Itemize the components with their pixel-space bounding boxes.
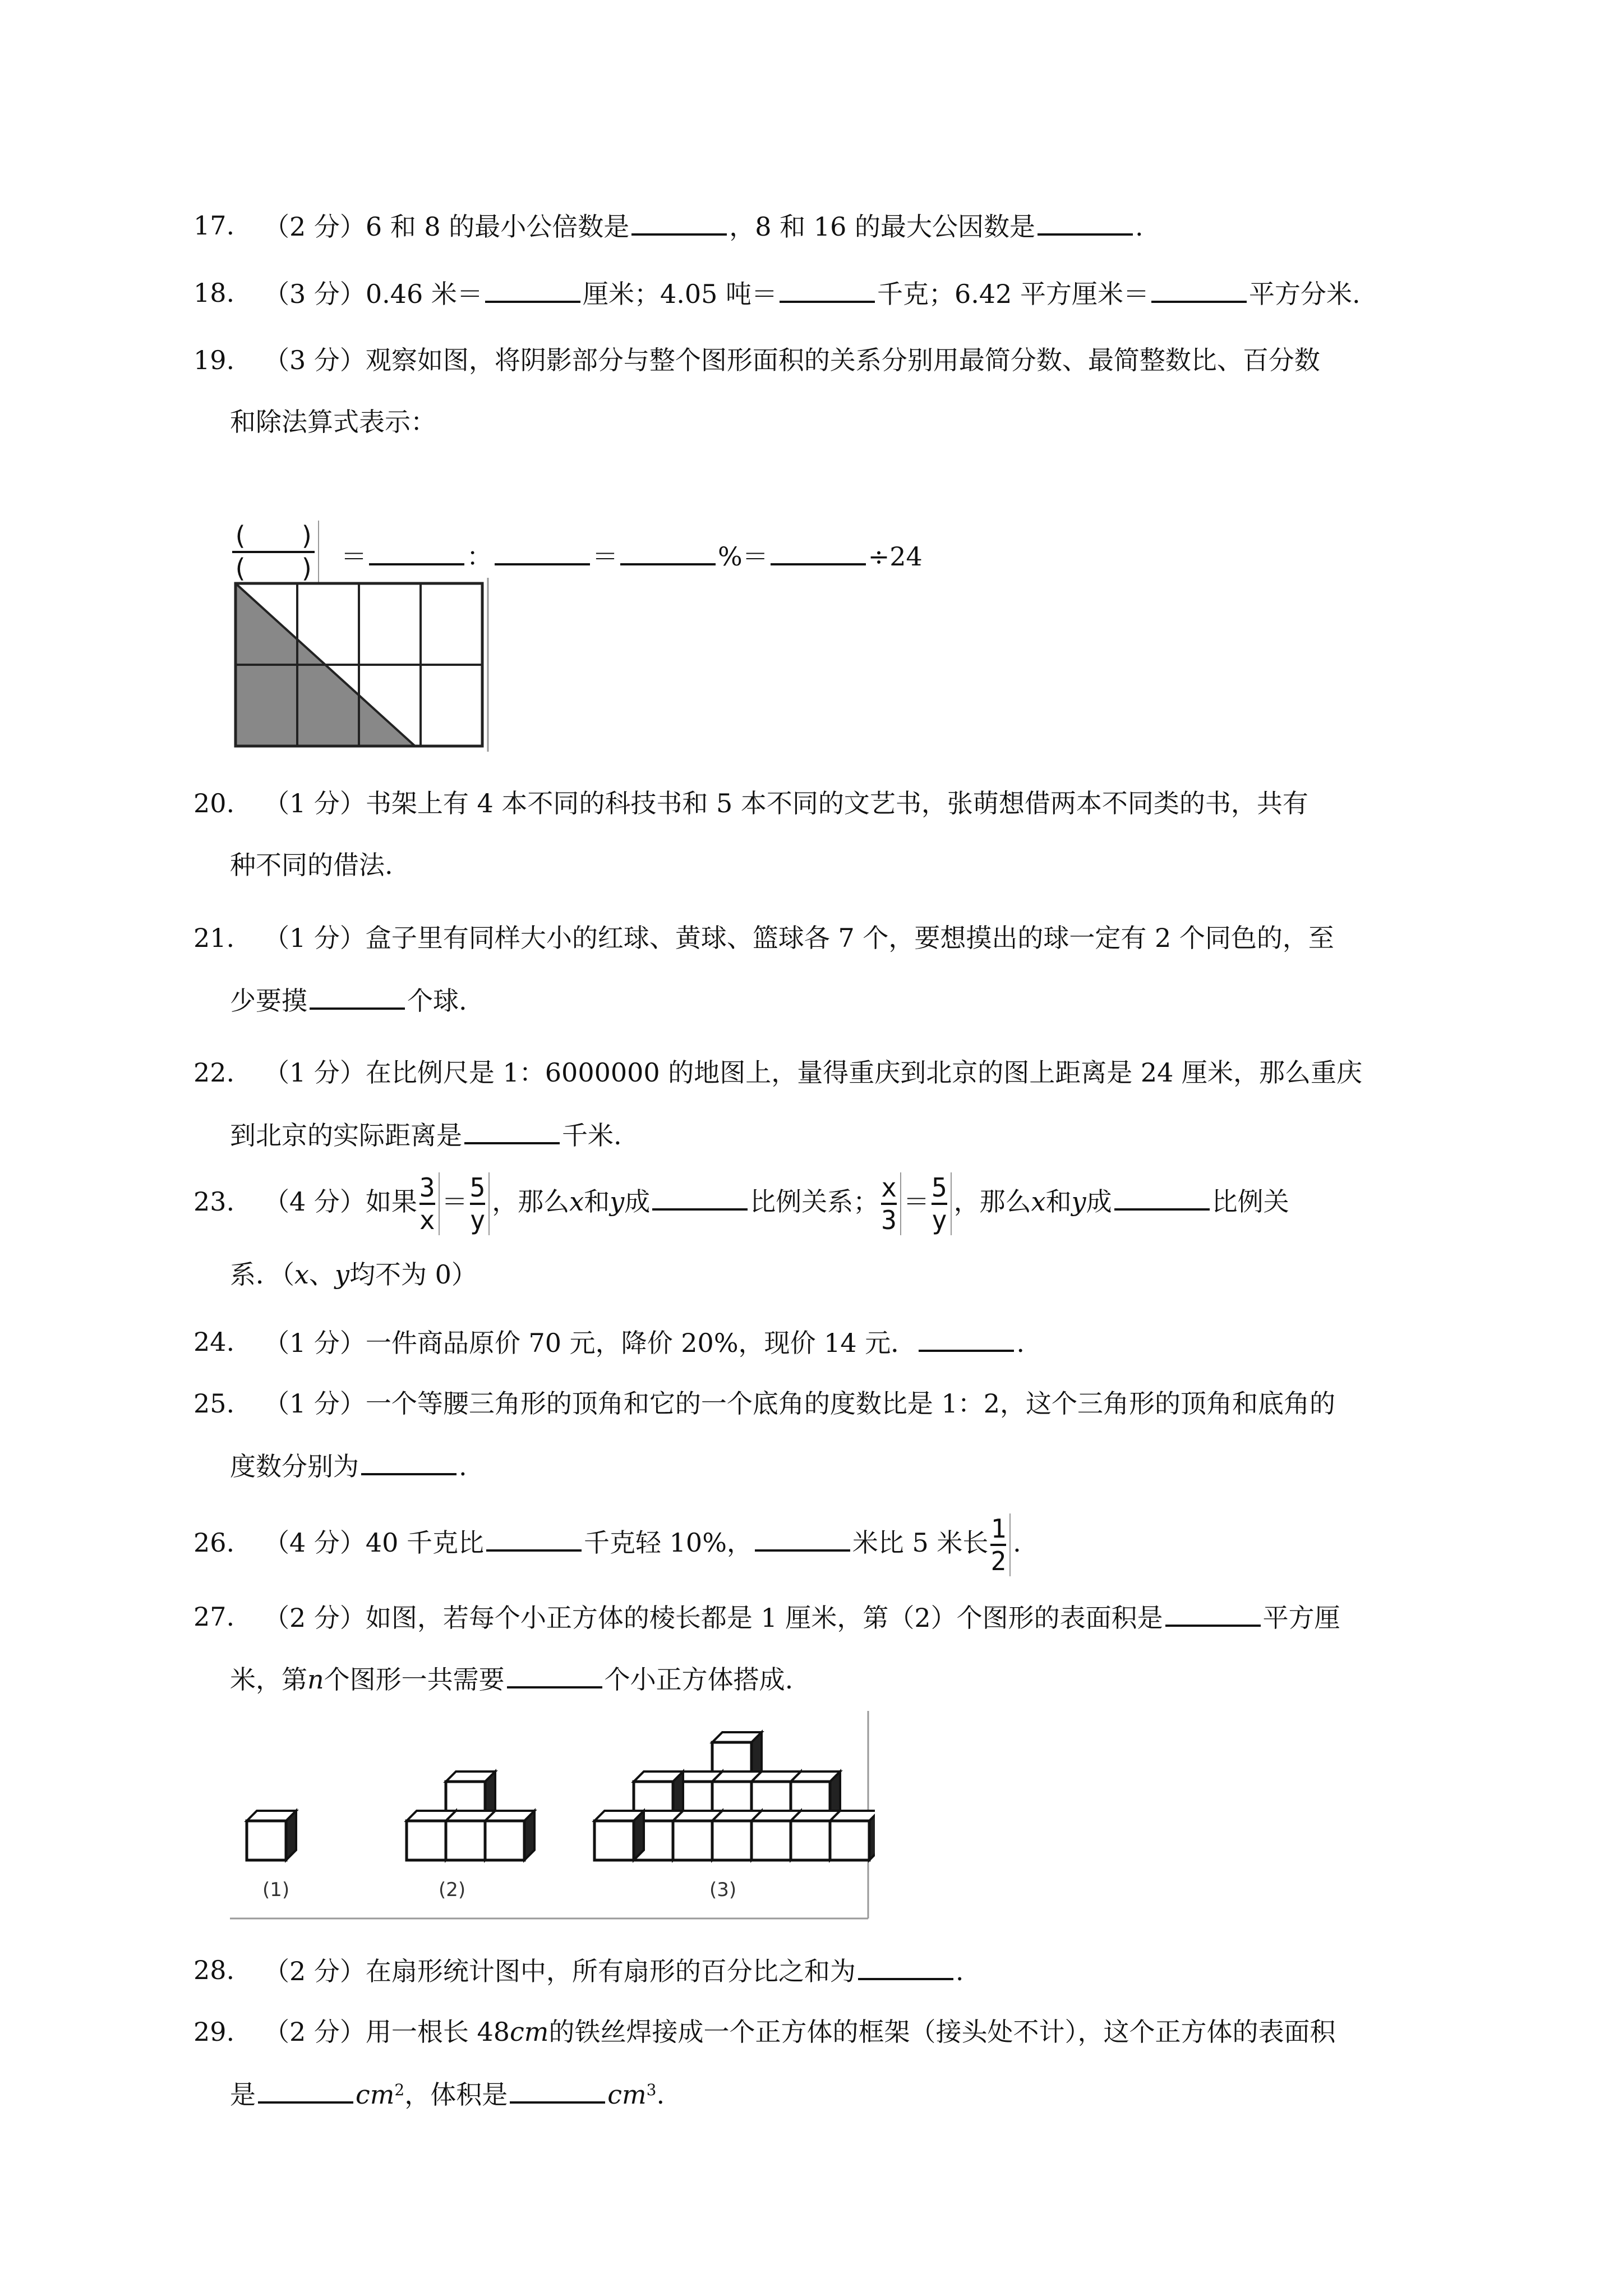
fraction: $\frac{5}{y}$ xyxy=(470,1172,490,1235)
cube xyxy=(247,1811,296,1860)
cube-figure-2 xyxy=(407,1772,534,1860)
answer-blank[interactable] xyxy=(361,1448,457,1475)
question-score: （4 分） xyxy=(264,1186,366,1217)
question-text: 一个等腰三角形的顶角和它的一个底角的度数比是 1：2，这个三角形的顶角和底角的 xyxy=(365,1388,1336,1419)
figure-label: (2) xyxy=(439,1879,466,1901)
question-text: 和除法算式表示： xyxy=(230,407,436,437)
question-text: 盒子里有同样大小的红球、黄球、篮球各 7 个，要想摸出的球一定有 2 个同色的，至 xyxy=(365,923,1334,953)
answer-blank[interactable] xyxy=(495,539,590,565)
figure-label: (1) xyxy=(262,1879,290,1901)
question-score: （1 分） xyxy=(264,1328,366,1358)
question-number: 21. xyxy=(193,923,235,953)
question-number: 18. xyxy=(193,278,235,308)
answer-blank[interactable] xyxy=(1151,276,1247,303)
fraction: $\frac{1}{2}$ xyxy=(990,1513,1011,1576)
answer-blank[interactable] xyxy=(510,2077,605,2104)
question-text: 书架上有 4 本不同的科技书和 5 本不同的文艺书，张萌想借两本不同类的书，共有 xyxy=(365,788,1308,818)
question-number: 17. xyxy=(193,210,235,241)
answer-blank[interactable] xyxy=(652,1184,748,1211)
answer-blank[interactable] xyxy=(771,539,866,565)
question-text: 0.46 米＝ xyxy=(365,279,483,309)
question-score: （1 分） xyxy=(264,1057,366,1088)
answer-blank[interactable] xyxy=(1038,209,1133,236)
question-text: 平方分米. xyxy=(1249,279,1361,309)
question-text: 厘米；4.05 吨＝ xyxy=(582,279,777,309)
answer-blank[interactable] xyxy=(464,1117,560,1144)
question-text: 种不同的借法. xyxy=(230,850,393,880)
cube-stack-figure xyxy=(230,1711,875,1924)
question-number: 25. xyxy=(193,1388,235,1419)
cube-figure-3 xyxy=(594,1732,875,1860)
answer-blank[interactable] xyxy=(755,1525,850,1552)
question-text: ，8 和 16 的最大公因数是 xyxy=(729,211,1035,242)
question-number: 23. xyxy=(193,1186,235,1217)
answer-blank[interactable] xyxy=(258,2077,353,2104)
question-text: 在比例尺是 1：6000000 的地图上，量得重庆到北京的图上距离是 24 厘米，那么重庆 xyxy=(365,1057,1363,1088)
question-number: 27. xyxy=(193,1602,235,1632)
question-number: 28. xyxy=(193,1955,235,1985)
question-text: 观察如图，将阴影部分与整个图形面积的关系分别用最简分数、最简整数比、百分数 xyxy=(365,345,1320,375)
question-number: 20. xyxy=(193,788,235,818)
shaded-rectangle-figure xyxy=(230,578,494,757)
figure-label: (3) xyxy=(709,1879,737,1901)
answer-blank[interactable] xyxy=(858,1953,953,1980)
answer-blank[interactable] xyxy=(369,539,464,565)
question-score: （3 分） xyxy=(264,279,366,309)
answer-blank[interactable] xyxy=(1114,1184,1210,1211)
fraction: $\frac{x}{3}$ xyxy=(881,1172,901,1235)
question-score: （1 分） xyxy=(264,923,366,953)
answer-blank[interactable] xyxy=(1165,1600,1261,1627)
question-score: （1 分） xyxy=(264,788,366,818)
question-score: （2 分） xyxy=(264,1603,366,1633)
answer-blank[interactable] xyxy=(620,539,716,565)
question-score: （2 分） xyxy=(264,2017,366,2047)
question-text: 千克；6.42 平方厘米＝ xyxy=(877,279,1150,309)
fraction: $\frac{5}{y}$ xyxy=(932,1172,952,1235)
question-number: 26. xyxy=(193,1527,235,1558)
question-number: 19. xyxy=(193,345,235,375)
answer-blank[interactable] xyxy=(919,1325,1014,1352)
answer-blank[interactable] xyxy=(780,276,875,303)
question-number: 24. xyxy=(193,1327,235,1357)
answer-blank[interactable] xyxy=(485,276,580,303)
question-number: 22. xyxy=(193,1057,235,1088)
fraction: $\frac{3}{x}$ xyxy=(419,1172,440,1235)
question-text: 一件商品原价 70 元，降价 20%，现价 14 元． xyxy=(365,1328,917,1358)
question-score: （4 分） xyxy=(264,1527,366,1558)
answer-blank[interactable] xyxy=(486,1525,582,1552)
question-text: 6 和 8 的最小公倍数是 xyxy=(365,211,630,242)
question-number: 29. xyxy=(193,2017,235,2047)
question-score: （1 分） xyxy=(264,1388,366,1419)
question-score: （3 分） xyxy=(264,345,366,375)
question-text: . xyxy=(1135,211,1144,242)
question-score: （2 分） xyxy=(264,1956,366,1986)
fraction-blank[interactable]: $\frac{( )}{( )}$ xyxy=(232,521,319,583)
question-score: （2 分） xyxy=(264,211,366,242)
answer-blank[interactable] xyxy=(631,209,727,236)
answer-blank[interactable] xyxy=(507,1662,602,1688)
answer-blank[interactable] xyxy=(310,983,405,1010)
